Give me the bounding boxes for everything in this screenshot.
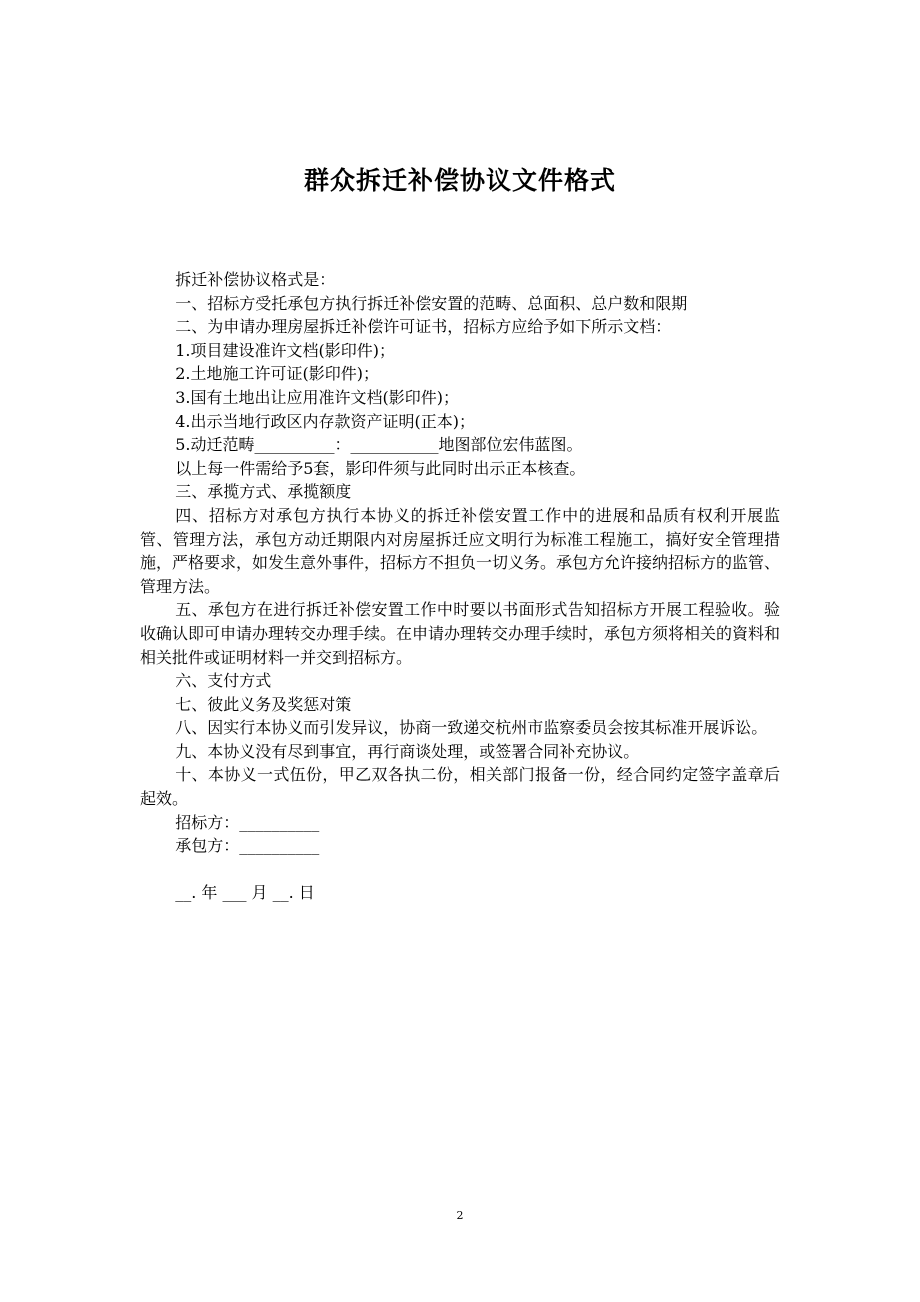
document-list-item-3: 3.国有土地出让应用准许文档(影印件)； (175, 387, 459, 407)
intro-paragraph: 拆迁补偿协议格式是： (175, 270, 336, 289)
blank-line (140, 858, 780, 882)
clause-4: 四、招标方对承包方执行本协义的拆迁补偿安置工作中的进展和品质有权利开展监管、管理方法，承包方动迁期限内对房屋拆迁应文明行为标准工程施工，搞好安全管理措施，严格要求，如发生意外事件，招标方不担负一切义务。承包方允许接纳招标方的监管、管理方法。 (140, 505, 781, 596)
clause-3: 三、承揽方式、承揽额度 (175, 482, 352, 502)
document-list-item-5: 5.动迁范畴__________：___________地图部位宏伟蓝图。 (175, 435, 583, 455)
document-list-item-1: 1.项目建设准许文档(影印件)； (175, 340, 395, 360)
clause-1: 一、招标方受托承包方执行拆迁补偿安置的范畴、总面积、总户数和限期 (175, 293, 688, 313)
document-title: 群众拆迁补偿协议文件格式 (303, 166, 616, 195)
clause-10: 十、本协义一式伍份，甲乙双各执二份，相关部门报备一份，经合同约定签字盖章后起效。 (140, 765, 780, 809)
contractor-signature-line: 承包方：__________ (175, 836, 320, 856)
clause-2: 二、为申请办理房屋拆迁补偿许可证书，招标方应给予如下所示文档： (175, 317, 672, 337)
copies-note: 以上每一件需给予5套，影印件须与此同时出示正本核查。 (175, 458, 586, 478)
page-number: 2 (456, 1209, 464, 1222)
clause-7: 七、彼此义务及奖惩对策 (175, 694, 352, 714)
clause-6: 六、支付方式 (175, 671, 272, 691)
document-body (140, 268, 780, 905)
document-list-item-4: 4.出示当地行政区内存款资产证明(正本)； (175, 411, 475, 431)
tenderer-signature-line: 招标方：__________ (175, 812, 320, 832)
clause-8: 八、因实行本协义而引发异议，协商一致递交杭州市监察委员会按其标准开展诉讼。 (175, 718, 768, 738)
clause-5: 五、承包方在进行拆迁补偿安置工作中时要以书面形式告知招标方开展工程验收。验收确认即可申请办理转交办理手续。在申请办理转交办理手续时，承包方须将相关的資料和相关批件或证明材料一并交到招标方。 (140, 600, 781, 667)
date-line: __. 年 ___ 月 __. 日 (175, 883, 315, 903)
document-list-item-2: 2.土地施工许可证(影印件)； (175, 364, 379, 384)
clause-9: 九、本协义没有尽到事宜，再行商谈处理，或签署合同补充协议。 (175, 741, 640, 761)
